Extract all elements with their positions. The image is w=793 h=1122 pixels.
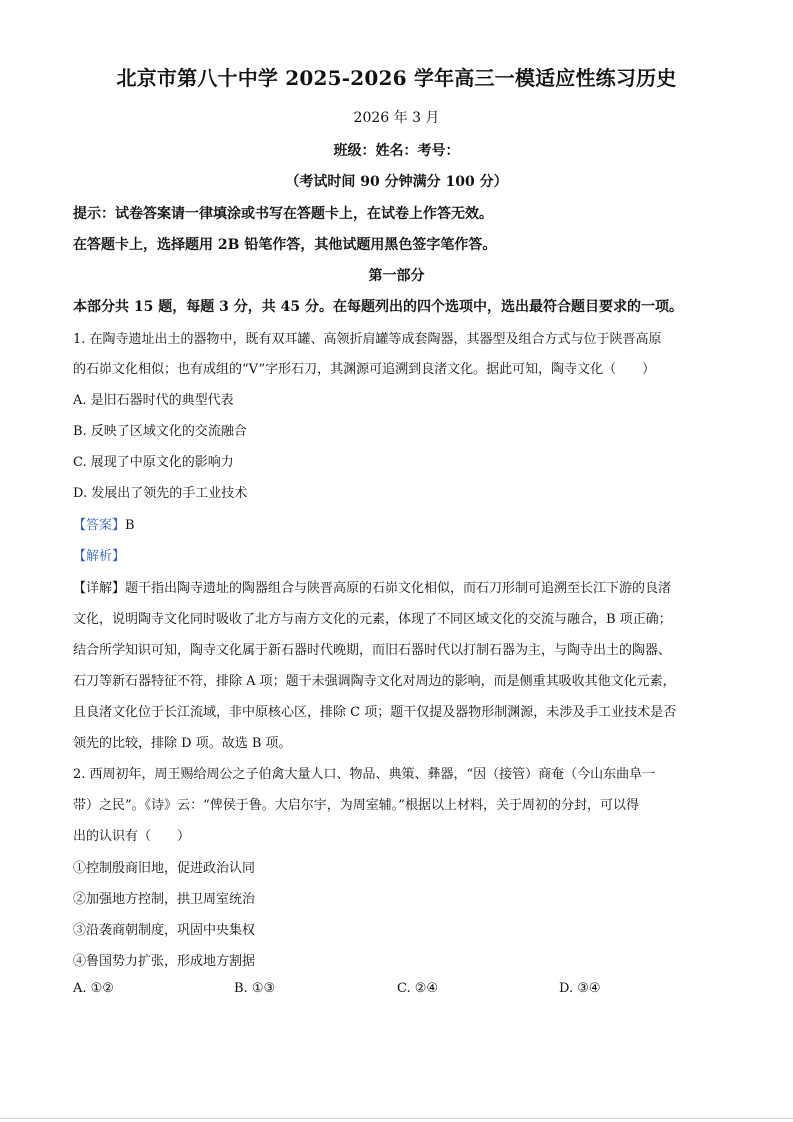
detail-tag: 【详解】 [73,581,126,596]
q1-detail-line-2: 文化，说明陶寺文化同时吸收了北方与南方文化的元素，体现了不同区域文化的交流与融合，B 项正确； [73,612,672,627]
q1-stem-line-2: 的石峁文化相似；也有成组的“V”字形石刀，其渊源可追溯到良渚文化。据此可知，陶寺文化（ ） [73,362,656,377]
q2-stem-line-1: 2. 西周初年，周王赐给周公之子伯禽大量人口、物品、典策、彝器，“因（接管）商奄（今山东曲阜一 [73,767,656,782]
q1-option-b: B. 反映了区域文化的交流融合 [73,424,247,439]
page-title: 北京市第八十中学 2025-2026 学年高三一模适应性练习历史 [116,66,677,90]
exam-time-note: （考试时间 90 分钟满分 100 分） [285,174,508,190]
detail-text: 题干指出陶寺遗址的陶器组合与陕晋高原的石峁文化相似，而石刀形制可追溯至长江下游的良渚 [125,581,672,596]
q1-option-a: A. 是旧石器时代的典型代表 [73,393,234,408]
q2-stem-line-2: 带）之民”。《诗》云：“俾侯于鲁。大启尔宇，为周室辅。”根据以上材料，关于周初的分封，可以得 [73,798,639,813]
tip-line-1: 提示：试卷答案请一律填涂或书写在答题卡上，在试卷上作答无效。 [73,206,493,222]
q1-detail-line-1 [73,577,671,596]
q1-stem-line-1: 1. 在陶寺遗址出土的器物中，既有双耳罐、高领折肩罐等成套陶器，其器型及组合方式与位于陕晋高原 [73,332,662,347]
part-instruction: 本部分共 15 题，每题 3 分，共 45 分。在每题列出的四个选项中，选出最符合题目要求的一项。 [73,299,683,315]
q1-detail-line-5: 且良渚文化位于长江流域，非中原核心区，排除 C 项；题干仅提及器物形制渊源，未涉及手工业技术是否 [73,705,677,720]
q1-detail-line-3: 结合所学知识可知，陶寺文化属于新石器时代晚期，而旧石器时代以打制石器为主，与陶寺出土的陶器、 [73,643,672,658]
q1-analysis-tag: 【解析】 [73,549,126,564]
q1-answer [73,514,135,533]
q2-choice-a: A. ①② [73,981,114,996]
q2-statement-4: ④鲁国势力扩张，形成地方割据 [73,954,256,969]
q1-option-d: D. 发展出了领先的手工业技术 [73,486,248,501]
student-info-line: 班级：姓名：考号： [333,143,460,159]
q1-detail-line-6: 领先的比较，排除 D 项。故选 B 项。 [73,736,292,751]
q2-choice-c: C. ②④ [397,981,439,996]
q2-stem-line-3: 出的认识有（ ） [73,829,191,844]
q2-choice-b: B. ①③ [234,981,276,996]
q2-statement-3: ③沿袭商朝制度，巩固中央集权 [73,923,256,938]
q2-choices [73,981,713,1001]
q1-option-c: C. 展现了中原文化的影响力 [73,455,234,470]
tip-line-2: 在答题卡上，选择题用 2B 铅笔作答，其他试题用黑色签字笔作答。 [73,237,497,253]
exam-date: 2026 年 3 月 [353,110,440,126]
q2-statement-1: ①控制殷商旧地，促进政治认同 [73,861,256,876]
answer-value: B [125,518,135,533]
page-bottom-divider [0,1118,793,1119]
q2-statement-2: ②加强地方控制，拱卫周室统治 [73,892,256,907]
q1-detail-line-4: 石刀等新石器特征不符，排除 A 项；题干未强调陶寺文化对周边的影响，而是侧重其吸收其他文化元素， [73,674,676,689]
answer-tag: 【答案】 [73,518,126,533]
q2-choice-d: D. ③④ [559,981,601,996]
part-title: 第一部分 [368,268,425,284]
